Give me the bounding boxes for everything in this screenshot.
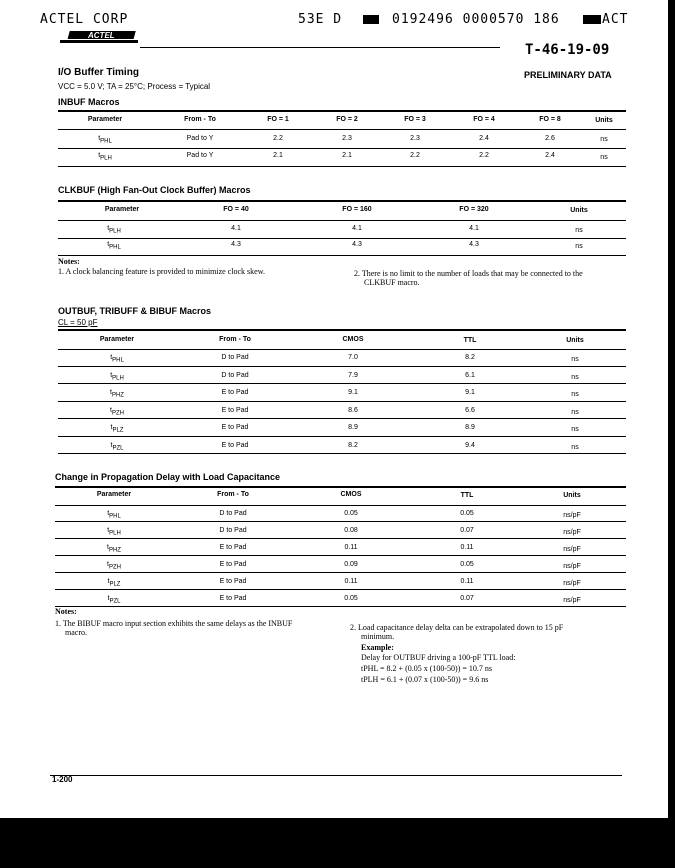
delay-note-2-cont: minimum. <box>361 632 395 641</box>
table-cell: E to Pad <box>221 441 249 449</box>
table-cell: ns/pF <box>563 512 581 519</box>
table-cell: 2.4 <box>545 152 555 159</box>
load-condition: CL = 50 pF <box>58 318 98 327</box>
column-header: CMOS <box>342 336 364 343</box>
table-cell: D to Pad <box>219 527 247 534</box>
param-cell: $t_{PZH}$ <box>107 561 121 571</box>
param-cell: $t_{PLZ}$ <box>107 578 121 588</box>
table-cell: ns/pF <box>563 529 581 536</box>
table-cell: 9.1 <box>465 389 475 396</box>
table-cell: 2.1 <box>273 152 283 159</box>
table-cell: 0.11 <box>460 544 474 551</box>
row-rule <box>58 436 626 437</box>
column-header: Units <box>595 117 613 124</box>
handwritten-code: T-46-19-09 <box>525 42 610 58</box>
param-cell: $t_{PLH}$ <box>107 527 121 537</box>
table-cell: ns <box>571 408 579 416</box>
table-cell: 4.1 <box>352 225 362 232</box>
table-cell: 6.6 <box>465 406 475 414</box>
table-cell: E to Pad <box>219 544 247 551</box>
row-rule <box>55 606 626 607</box>
row-rule <box>58 401 626 402</box>
table-cell: 0.05 <box>344 510 358 517</box>
table-cell: 9.1 <box>348 389 358 396</box>
delay-top-rule <box>55 486 626 488</box>
clkbuf-note-2-cont: CLKBUF macro. <box>364 278 420 287</box>
table-cell: 4.3 <box>231 241 241 248</box>
delay-header-rule <box>55 505 626 506</box>
table-cell: E to Pad <box>219 578 247 585</box>
example-calc-1: tPHL = 8.2 + (0.05 x (100-50)) = 10.7 ns <box>361 664 493 673</box>
table-cell: 4.1 <box>469 225 479 232</box>
test-conditions: VCC = 5.0 V; TA = 25°C; Process = Typical <box>58 82 211 91</box>
table-cell: ns/pF <box>563 563 581 570</box>
delay-note-2: 2. Load capacitance delay delta can be extrapolated down to 15 pF <box>350 623 564 632</box>
clkbuf-note-1: 1. A clock balancing feature is provided to minimize clock skew. <box>58 267 265 276</box>
inbuf-bottom-rule <box>58 166 626 167</box>
column-header: FO = 3 <box>404 116 426 123</box>
column-header: From - To <box>217 491 249 498</box>
param-cell: $t_{PHL}$ <box>110 354 124 364</box>
clkbuf-header-rule <box>58 220 626 221</box>
table-cell: 0.05 <box>460 510 474 517</box>
table-cell: 4.3 <box>469 241 479 248</box>
table-cell: E to Pad <box>221 406 249 414</box>
section-code: 53E D <box>298 12 343 27</box>
column-header: FO = 4 <box>473 116 495 123</box>
param-cell: $t_{PHL}$ <box>98 135 112 145</box>
param-cell: $t_{PHL}$ <box>107 510 121 520</box>
param-cell: $t_{PZH}$ <box>110 406 124 416</box>
example-calc-2: tPLH = 6.1 + (0.07 x (100-50)) = 9.6 ns <box>361 675 489 684</box>
table-cell: 7.0 <box>348 354 358 361</box>
table-cell: 8.6 <box>348 406 358 414</box>
table-cell: 4.3 <box>352 241 362 248</box>
row-rule <box>55 555 626 556</box>
table-cell: 8.9 <box>348 424 358 431</box>
document-number: 0192496 0000570 186 <box>392 12 560 27</box>
clkbuf-top-rule <box>58 200 626 202</box>
outbuf-title: OUTBUF, TRIBUFF & BIBUF Macros <box>58 306 211 316</box>
column-header: TTL <box>460 492 474 499</box>
table-cell: ns <box>571 356 579 363</box>
column-header: Units <box>563 492 581 499</box>
table-cell: Pad to Y <box>186 135 214 142</box>
column-header: From - To <box>184 116 216 123</box>
column-header: FO = 8 <box>539 116 561 123</box>
row-rule <box>55 589 626 590</box>
row-rule <box>55 538 626 539</box>
delay-note-1-cont: macro. <box>65 628 87 637</box>
column-header: FO = 1 <box>267 116 289 123</box>
row-rule <box>55 521 626 522</box>
table-cell: 8.9 <box>465 424 475 431</box>
table-cell: D to Pad <box>221 354 249 361</box>
clkbuf-bottom-rule <box>58 255 626 256</box>
table-cell: ns/pF <box>563 580 581 587</box>
column-header: From - To <box>219 336 251 343</box>
param-cell: $t_{PHZ}$ <box>107 544 121 554</box>
row-rule <box>58 148 626 149</box>
column-header: FO = 2 <box>336 116 358 123</box>
table-cell: E to Pad <box>221 424 249 431</box>
param-cell: $t_{PHL}$ <box>107 241 121 251</box>
table-cell: 2.2 <box>410 152 420 159</box>
inbuf-title: INBUF Macros <box>58 97 120 107</box>
header-rule <box>140 47 500 48</box>
table-cell: E to Pad <box>221 389 249 396</box>
param-cell: $t_{PLH}$ <box>98 152 112 162</box>
clkbuf-title: CLKBUF (High Fan-Out Clock Buffer) Macros <box>58 185 251 195</box>
table-cell: ns <box>575 243 583 250</box>
delay-note-1: 1. The BIBUF macro input section exhibits the same delays as the INBUF <box>55 619 293 628</box>
table-cell: 2.6 <box>545 135 555 142</box>
param-cell: $t_{PHZ}$ <box>110 389 124 399</box>
notes-label: Notes: <box>55 607 77 616</box>
black-block-mark-2 <box>583 15 601 24</box>
black-block-mark <box>363 15 379 24</box>
param-cell: $t_{PLH}$ <box>107 225 121 235</box>
table-cell: 2.2 <box>479 152 489 159</box>
row-rule <box>55 572 626 573</box>
table-cell: 2.1 <box>342 152 352 159</box>
inbuf-header-rule <box>58 129 626 130</box>
clkbuf-note-2: 2. There is no limit to the number of loads that may be connected to the <box>354 269 583 278</box>
table-cell: ns <box>575 227 583 234</box>
table-cell: 8.2 <box>348 441 358 449</box>
table-cell: 6.1 <box>465 371 475 379</box>
table-cell: D to Pad <box>221 371 249 379</box>
table-cell: 2.4 <box>479 135 489 142</box>
column-header: FO = 160 <box>342 206 372 213</box>
column-header: Parameter <box>104 206 140 213</box>
column-header: CMOS <box>340 491 362 498</box>
table-cell: 2.2 <box>273 135 283 142</box>
table-cell: ns/pF <box>563 546 581 553</box>
column-header: Parameter <box>96 491 132 498</box>
delay-title: Change in Propagation Delay with Load Capacitance <box>55 472 281 482</box>
example-text: Delay for OUTBUF driving a 100-pF TTL load: <box>361 653 516 662</box>
table-cell: 9.4 <box>465 441 475 449</box>
param-cell: $t_{PLZ}$ <box>110 424 124 434</box>
table-cell: ns <box>571 443 579 451</box>
header-tag: ACT <box>602 12 629 27</box>
table-cell: ns <box>600 154 608 161</box>
row-rule <box>58 238 626 239</box>
table-cell: E to Pad <box>219 561 247 568</box>
table-cell: E to Pad <box>219 595 247 602</box>
table-cell: ns <box>571 391 579 398</box>
row-rule <box>58 418 626 419</box>
param-cell: $t_{PLH}$ <box>110 371 124 381</box>
footer-rule <box>50 775 622 776</box>
table-cell: Pad to Y <box>186 152 214 159</box>
column-header: TTL <box>463 337 477 344</box>
company-name: ACTEL CORP <box>40 12 129 27</box>
table-cell: 0.07 <box>460 595 474 602</box>
outbuf-header-rule <box>58 349 626 350</box>
table-cell: ns <box>600 136 608 143</box>
notes-label: Notes: <box>58 257 80 266</box>
row-rule <box>58 366 626 367</box>
table-cell: 0.07 <box>460 527 474 534</box>
column-header: Units <box>566 337 584 344</box>
table-cell: 0.09 <box>344 561 358 568</box>
table-cell: ns/pF <box>563 597 581 604</box>
preliminary-label: PRELIMINARY DATA <box>524 70 612 80</box>
outbuf-top-rule <box>58 329 626 331</box>
inbuf-top-rule <box>58 110 626 112</box>
example-label: Example: <box>361 643 394 652</box>
page-title: I/O Buffer Timing <box>58 67 139 78</box>
page-number: 1-200 <box>52 775 73 784</box>
table-cell: 0.11 <box>460 578 474 585</box>
table-cell: D to Pad <box>219 510 247 517</box>
column-header: FO = 40 <box>223 206 249 213</box>
table-cell: 2.3 <box>410 135 420 142</box>
table-cell: 0.11 <box>344 544 358 551</box>
logo-wordmark: ACTEL <box>88 31 115 40</box>
column-header: Units <box>570 207 588 214</box>
column-header: Parameter <box>87 116 123 123</box>
table-cell: 0.05 <box>344 595 358 602</box>
table-cell: ns <box>571 426 579 433</box>
row-rule <box>58 453 626 454</box>
param-cell: $t_{PZL}$ <box>107 595 121 605</box>
table-cell: 0.05 <box>460 561 474 568</box>
table-cell: 0.08 <box>344 527 358 534</box>
actel-logo <box>60 30 138 44</box>
param-cell: $t_{PZL}$ <box>110 441 124 451</box>
column-header: Parameter <box>99 336 135 343</box>
table-cell: 2.3 <box>342 135 352 142</box>
table-cell: 8.2 <box>465 354 475 361</box>
table-cell: ns <box>571 373 579 381</box>
column-header: FO = 320 <box>459 206 489 213</box>
table-cell: 7.9 <box>348 371 358 379</box>
row-rule <box>58 383 626 384</box>
table-cell: 4.1 <box>231 225 241 232</box>
table-cell: 0.11 <box>344 578 358 585</box>
